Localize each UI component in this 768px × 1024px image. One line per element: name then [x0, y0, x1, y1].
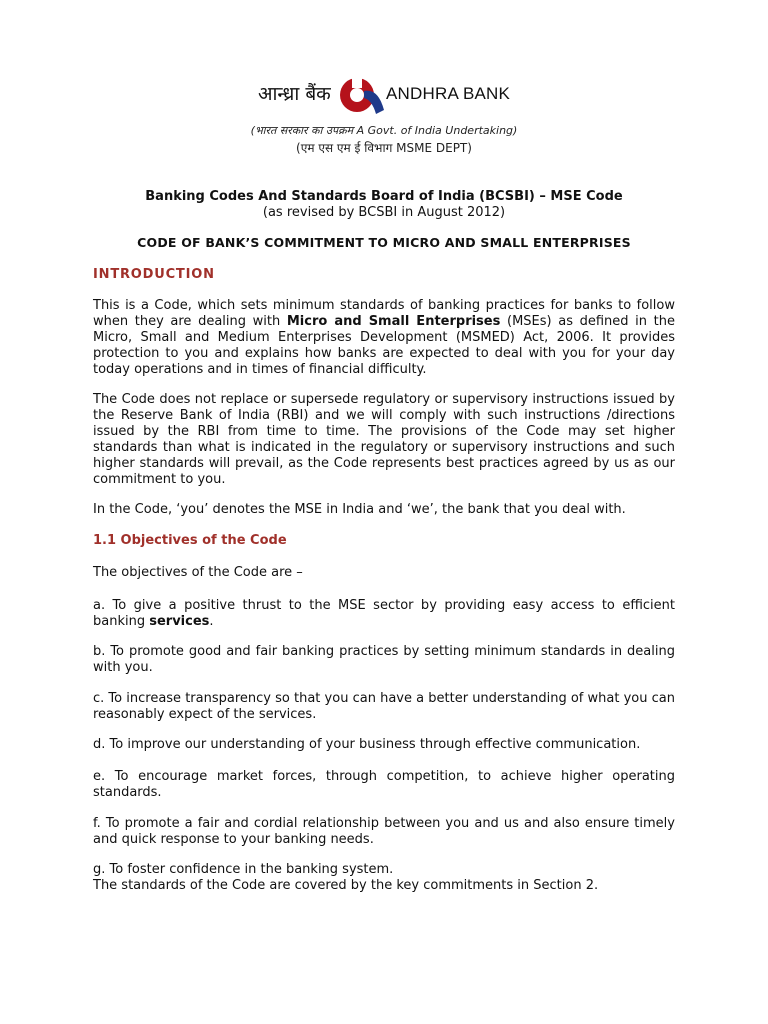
objective-e: e. To encourage market forces, through competition, to achieve higher operating standards.	[93, 769, 675, 800]
intro-p1-end: (MSEs) as defined in the Micro, Small and Medium Enterprises Development (MSMED) Act, 2006. It provides protection to you and explains how banks are expected to deal with you for your day today operations and in times of financial difficulty.	[93, 314, 675, 377]
document-subtitle: (as revised by BCSBI in August 2012)	[262, 205, 506, 220]
objective-d: d. To improve our understanding of your business through effective communication.	[93, 737, 641, 752]
objective-g: g. To foster confidence in the banking system.	[93, 862, 394, 877]
commitment-heading: CODE OF BANK’S COMMITMENT TO MICRO AND SMALL ENTERPRISES	[137, 235, 631, 250]
intro-paragraph-2: The Code does not replace or supersede regulatory or supervisory instructions issued by the Reserve Bank of India (RBI) and we will comply with such instructions /directions issued by the RBI from time to time. The provisions of the Code may set higher standards than what is indicated in the regulatory or supervisory instructions and such higher standards will prevail, as the Code represents best practices agreed by us as our commitment to you.	[93, 392, 675, 487]
objective-a-bold: services	[149, 614, 210, 629]
objective-a-end: .	[209, 614, 214, 629]
intro-paragraph-1	[93, 298, 675, 378]
objectives-lead: The objectives of the Code are –	[93, 565, 303, 580]
intro-p1-bold: Micro and Small Enterprises	[286, 314, 501, 329]
objective-a	[93, 598, 675, 630]
objective-b: b. To promote good and fair banking practices by setting minimum standards in dealing with you.	[93, 644, 675, 675]
intro-p1-start: This is a Code, which sets minimum standards of banking practices for banks to follow when they are dealing with	[93, 298, 675, 329]
objective-a-start: a. To give a positive thrust to the MSE sector by providing easy access to efficient banking	[93, 598, 675, 629]
dept-line: (एम एस एम ई विभाग MSME DEPT)	[296, 141, 472, 155]
introduction-heading: INTRODUCTION	[93, 267, 215, 282]
andhra-bank-emblem-icon	[338, 76, 388, 118]
document-title: Banking Codes And Standards Board of India (BCSBI) – MSE Code	[145, 189, 623, 204]
govt-undertaking-line: (भारत सरकार का उपक्रम A Govt. of India Undertaking)	[250, 124, 518, 137]
bank-logo	[258, 76, 538, 116]
intro-paragraph-3: In the Code, ‘you’ denotes the MSE in India and ‘we’, the bank that you deal with.	[93, 502, 626, 517]
objective-f: f. To promote a fair and cordial relationship between you and us and also ensure timely and quick response to your banking needs.	[93, 816, 675, 847]
logo-english-text: ANDHRA BANK	[386, 84, 511, 103]
objective-c: c. To increase transparency so that you can have a better understanding of what you can reasonably expect of the services.	[93, 691, 675, 722]
objectives-closing: The standards of the Code are covered by the key commitments in Section 2.	[93, 878, 599, 893]
logo-hindi-text: आन्ध्रा बैंक	[258, 83, 331, 105]
objectives-heading: 1.1 Objectives of the Code	[93, 533, 287, 548]
